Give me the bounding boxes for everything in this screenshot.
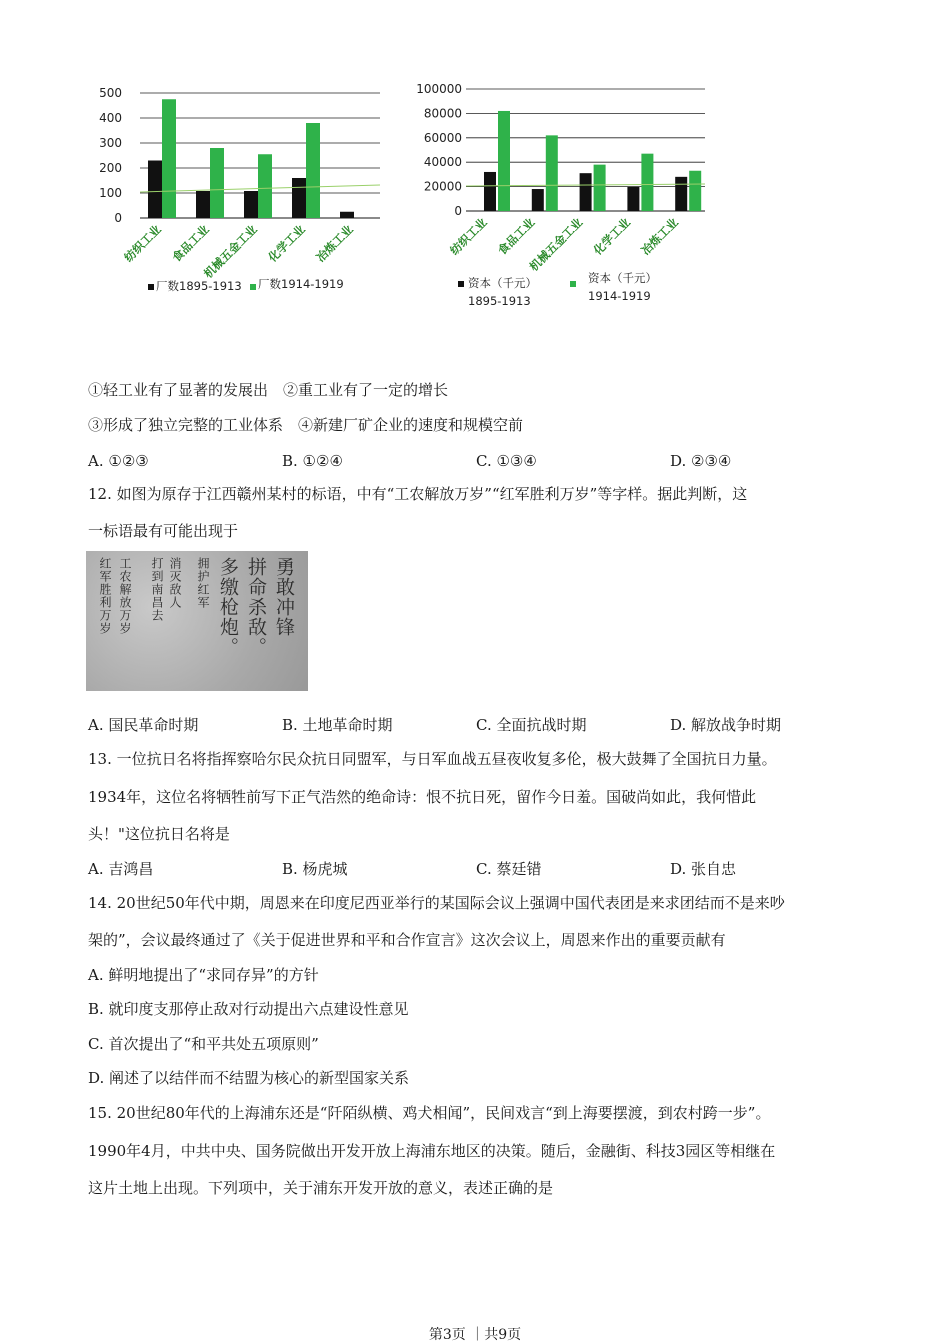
- factory-chart-legend-label: 厂数1895-1913: [156, 279, 242, 293]
- factory-chart-bar: [210, 148, 224, 218]
- slogan-text-7: 工农解放万岁: [118, 557, 132, 635]
- factory-chart-bar: [306, 123, 320, 218]
- capital-chart-bar: [641, 154, 653, 211]
- q12-stem-line-1: 12. 如图为原存于江西赣州某村的标语，中有“工农解放万岁”“红军胜利万岁”等字样。据此判断，这: [88, 485, 748, 503]
- capital-chart-bar: [546, 135, 558, 211]
- factory-chart-category-label: 食品工业: [169, 222, 212, 265]
- factory-chart-legend-label: 厂数1914-1919: [258, 277, 344, 291]
- capital-chart-y-tick-label: 0: [454, 204, 462, 218]
- q11-option-b: B. ①②④: [282, 452, 343, 470]
- capital-chart-svg: [410, 76, 720, 316]
- capital-chart-bar: [675, 177, 687, 211]
- q12-option-d: D. 解放战争时期: [670, 716, 782, 734]
- capital-chart-y-tick-label: 60000: [423, 130, 462, 145]
- q14-stem-line-1: 14. 20世纪50年代中期，周恩来在印度尼西亚举行的某国际会议上强调中国代表团是来求团结而不是来吵: [88, 894, 785, 912]
- slogan-text-4: 拥护红军: [196, 557, 210, 609]
- factory-chart-legend-swatch: [250, 284, 256, 290]
- factory-chart-y-tick-label: 300: [99, 136, 122, 150]
- capital-chart-y-tick-label: 40000: [423, 155, 462, 170]
- q12-option-b: B. 土地革命时期: [282, 716, 393, 734]
- slogan-text-5: 消灭敌人: [168, 557, 182, 609]
- q14-option-c: C. 首次提出了“和平共处五项原则”: [88, 1035, 319, 1053]
- capital-chart-bar: [627, 187, 639, 211]
- factory-count-chart-svg: [80, 80, 410, 310]
- q12-option-c: C. 全面抗战时期: [476, 716, 587, 734]
- q11-statement-2: ③形成了独立完整的工业体系 ④新建厂矿企业的速度和规模空前: [88, 416, 524, 434]
- factory-count-chart: [80, 80, 410, 310]
- q14-stem-line-2: 架的”，会议最终通过了《关于促进世界和平和合作宣言》这次会议上，周恩来作出的重要贡献有: [88, 931, 726, 949]
- q12-stem-line-2: 一标语最有可能出现于: [88, 522, 239, 540]
- slogan-text-1: 勇敢冲锋: [273, 557, 295, 637]
- q13-stem-line-1: 13. 一位抗日名将指挥察哈尔民众抗日同盟军，与日军血战五昼夜收复多伦，极大鼓舞了全国抗日力量。: [88, 750, 777, 768]
- q14-option-b: B. 就印度支那停止敌对行动提出六点建设性意见: [88, 1000, 409, 1018]
- capital-chart-category-label: 冶炼工业: [638, 215, 681, 258]
- capital-chart-category-label: 机械五金工业: [526, 215, 586, 274]
- factory-chart-bar: [258, 154, 272, 218]
- factory-chart-bar: [340, 212, 354, 218]
- capital-chart-y-tick-label: 20000: [423, 179, 462, 194]
- q11-option-c: C. ①③④: [476, 452, 537, 470]
- q12-option-a: A. 国民革命时期: [88, 716, 199, 734]
- capital-chart-category-label: 食品工业: [495, 215, 538, 258]
- factory-chart-y-tick-label: 500: [99, 86, 122, 100]
- q13-option-b: B. 杨虎城: [282, 860, 348, 878]
- q15-stem-line-1: 15. 20世纪80年代的上海浦东还是“阡陌纵横、鸡犬相闻”，民间戏言“到上海要摆渡，到农村跨一步”。: [88, 1104, 771, 1122]
- factory-chart-bar: [162, 99, 176, 218]
- capital-chart-bar: [689, 171, 701, 211]
- slogan-text-6: 打到南昌去: [150, 557, 164, 622]
- q15-stem-line-2: 1990年4月，中共中央、国务院做出开发开放上海浦东地区的决策。随后，金融街、科技3园区等相继在: [88, 1142, 776, 1160]
- factory-chart-category-label: 纺织工业: [121, 222, 164, 265]
- factory-chart-y-tick-label: 200: [99, 161, 122, 175]
- q13-option-a: A. 吉鸿昌: [88, 860, 154, 878]
- q13-stem-line-2: 1934年，这位名将牺牲前写下正气浩然的绝命诗：恨不抗日死，留作今日羞。国破尚如此，我何惜此: [88, 788, 757, 806]
- factory-chart-bar: [244, 191, 258, 218]
- q13-option-d: D. 张自忠: [670, 860, 737, 878]
- capital-chart-legend-label: 1895-1913: [468, 294, 531, 308]
- factory-chart-bar: [196, 191, 210, 218]
- q13-stem-line-3: 头！"这位抗日名将是: [88, 825, 230, 843]
- capital-chart-bar: [594, 165, 606, 211]
- capital-chart-bar: [580, 173, 592, 211]
- factory-chart-bar: [148, 161, 162, 219]
- factory-chart-legend-swatch: [148, 284, 154, 290]
- q11-option-d: D. ②③④: [670, 452, 732, 470]
- factory-chart-y-tick-label: 0: [114, 211, 122, 225]
- capital-chart-legend-swatch: [570, 281, 576, 287]
- q14-option-a: A. 鲜明地提出了“求同存异”的方针: [88, 966, 319, 984]
- slogan-photo: [86, 551, 308, 691]
- factory-chart-category-label: 冶炼工业: [313, 222, 356, 265]
- capital-chart-legend-label: 1914-1919: [588, 289, 651, 303]
- factory-chart-bar: [292, 178, 306, 218]
- capital-chart-y-tick-label: 100000: [416, 82, 462, 96]
- q15-stem-line-3: 这片土地上出现。下列项中，关于浦东开发开放的意义，表述正确的是: [88, 1179, 554, 1197]
- capital-chart-bar: [498, 111, 510, 211]
- slogan-text-8: 红军胜利万岁: [98, 557, 112, 635]
- capital-chart-legend-swatch: [458, 281, 464, 287]
- capital-chart-legend-label: 资本（千元）: [588, 271, 657, 285]
- capital-chart-category-label: 纺织工业: [447, 215, 490, 258]
- q11-statement-1: ①轻工业有了显著的发展出 ②重工业有了一定的增长: [88, 381, 449, 399]
- capital-chart-category-label: 化学工业: [590, 215, 634, 258]
- factory-chart-category-label: 化学工业: [265, 222, 308, 265]
- factory-chart-y-tick-label: 100: [99, 186, 122, 200]
- slogan-text-2: 拼命杀敌。: [245, 557, 267, 657]
- q14-option-d: D. 阐述了以结伴而不结盟为核心的新型国家关系: [88, 1069, 410, 1087]
- q13-option-c: C. 蔡廷错: [476, 860, 542, 878]
- q11-option-a: A. ①②③: [88, 452, 149, 470]
- capital-chart-bar: [484, 172, 496, 211]
- capital-chart: [410, 76, 720, 316]
- slogan-text-3: 多缴枪炮。: [217, 557, 239, 657]
- capital-chart-bar: [532, 189, 544, 211]
- capital-chart-y-tick-label: 80000: [423, 106, 462, 121]
- capital-chart-legend-label: 资本（千元）: [468, 276, 537, 290]
- factory-chart-category-label: 机械五金工业: [201, 222, 260, 281]
- factory-chart-y-tick-label: 400: [99, 111, 122, 125]
- page-footer: 第3页 ｜共9页: [428, 1327, 522, 1343]
